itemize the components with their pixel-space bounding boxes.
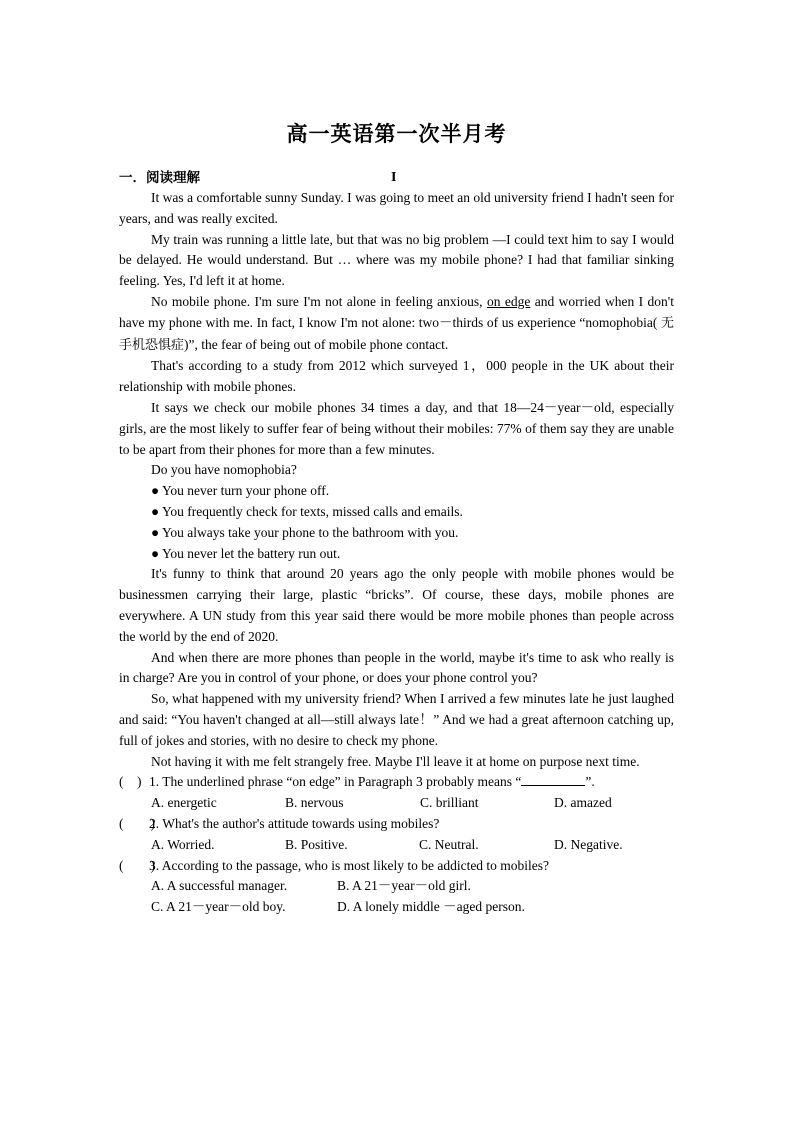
paragraph-8: So, what happened with my university friend? When I arrived a few minutes late he just laughed and said: “You haven't changed at all—still always late！” And we had a great afternoon catching up, full of jokes and stories, with no desire to check my phone. — [119, 691, 674, 748]
passage-numeral: I — [391, 170, 397, 185]
answer-paren[interactable]: ( ) — [119, 815, 155, 831]
underlined-phrase: on edge — [486, 293, 531, 309]
paragraph-4: That's according to a study from 2012 which surveyed 1，000 people in the UK about their relationship with mobile phones. — [119, 358, 674, 395]
paragraph-2: My train was running a little late, but that was no big problem —I could text him to say I would be delayed. He would understand. But … where was my mobile phone? I had that familiar sinking feeling. Yes, I'd left it at home. — [119, 231, 674, 289]
bullet-item: ● You frequently check for texts, missed calls and emails. — [151, 503, 463, 519]
question-3 — [119, 856, 674, 877]
question-1-options — [119, 793, 674, 814]
paragraph-3-text-b: and worried when I don't have my phone with me. In fact, I know I'm not alone: two－thirds of us experience “nomophobia( — [119, 293, 674, 330]
question-1-stem-end: ”. — [585, 774, 595, 790]
exam-page — [119, 118, 674, 918]
option-a[interactable]: A. A successful manager. — [151, 878, 288, 894]
question-2-stem: 2. What's the author's attitude towards using mobiles? — [149, 815, 440, 831]
paragraph-3 — [119, 292, 674, 356]
question-3-stem: 3. According to the passage, who is most likely to be addicted to mobiles? — [149, 857, 550, 873]
paragraph-1: It was a comfortable sunny Sunday. I was going to meet an old university friend I hadn't seen for years, and was really excited. — [119, 190, 674, 226]
option-d[interactable]: D. A lonely middle －aged person. — [337, 899, 525, 915]
paragraph-6: It's funny to think that around 20 years ago the only people with mobile phones would be businessmen carrying their large, plastic “bricks”. Of course, these days, mobile phones are everywhere. A UN study from this year said there would be more mobile phones than people across the world by the end of 2020. — [119, 566, 674, 644]
paragraph-3-text-c: )”, the fear of being out of mobile phone contact. — [184, 336, 449, 352]
paragraph-5: It says we check our mobile phones 34 times a day, and that 18—24－year－old, especially girls, are the most likely to suffer fear of being without their mobiles: 77% of them say they are unable to be apart from their phones for more than a few minutes. — [119, 399, 674, 457]
option-c[interactable]: C. A 21－year－old boy. — [151, 899, 286, 915]
page-title: 高一英语第一次半月考 — [286, 121, 507, 146]
option-d[interactable]: D. amazed — [554, 795, 612, 811]
option-b[interactable]: B. Positive. — [285, 836, 348, 852]
option-c[interactable]: C. brilliant — [420, 795, 479, 811]
nomophobia-question: Do you have nomophobia? — [151, 462, 297, 478]
answer-paren[interactable]: ( ) — [119, 774, 142, 790]
chinese-gloss: 无手机恐惧症 — [119, 315, 674, 353]
answer-blank[interactable] — [521, 773, 585, 786]
option-b[interactable]: B. A 21－year－old girl. — [337, 878, 471, 894]
paragraph-9: Not having it with me felt strangely free. Maybe I'll leave it at home on purpose next time. — [151, 753, 640, 769]
question-3-options-row-2 — [119, 897, 674, 918]
question-2 — [119, 814, 674, 835]
option-c[interactable]: C. Neutral. — [419, 836, 479, 852]
paragraph-3-text-a: No mobile phone. I'm sure I'm not alone in feeling anxious, — [151, 293, 487, 309]
bullet-item: ● You never turn your phone off. — [151, 483, 330, 499]
question-1 — [119, 772, 674, 793]
paragraph-7: And when there are more phones than people in the world, maybe it's time to ask who really is in charge? Are you in control of your phone, or does your phone control you? — [119, 649, 674, 686]
option-b[interactable]: B. nervous — [285, 795, 344, 811]
question-1-stem: 1. The underlined phrase “on edge” in Paragraph 3 probably means “ — [149, 774, 522, 790]
option-a[interactable]: A. energetic — [151, 795, 217, 811]
answer-paren[interactable]: ( ) — [119, 857, 155, 873]
bullet-item: ● You always take your phone to the bathroom with you. — [151, 524, 459, 540]
bullet-item: ● You never let the battery run out. — [151, 545, 341, 561]
question-3-options-row-1 — [119, 876, 674, 897]
option-a[interactable]: A. Worried. — [151, 836, 215, 852]
option-d[interactable]: D. Negative. — [554, 836, 623, 852]
section-label: 一．阅读理解 — [119, 170, 200, 186]
section-heading — [119, 168, 674, 188]
question-2-options — [119, 835, 674, 856]
